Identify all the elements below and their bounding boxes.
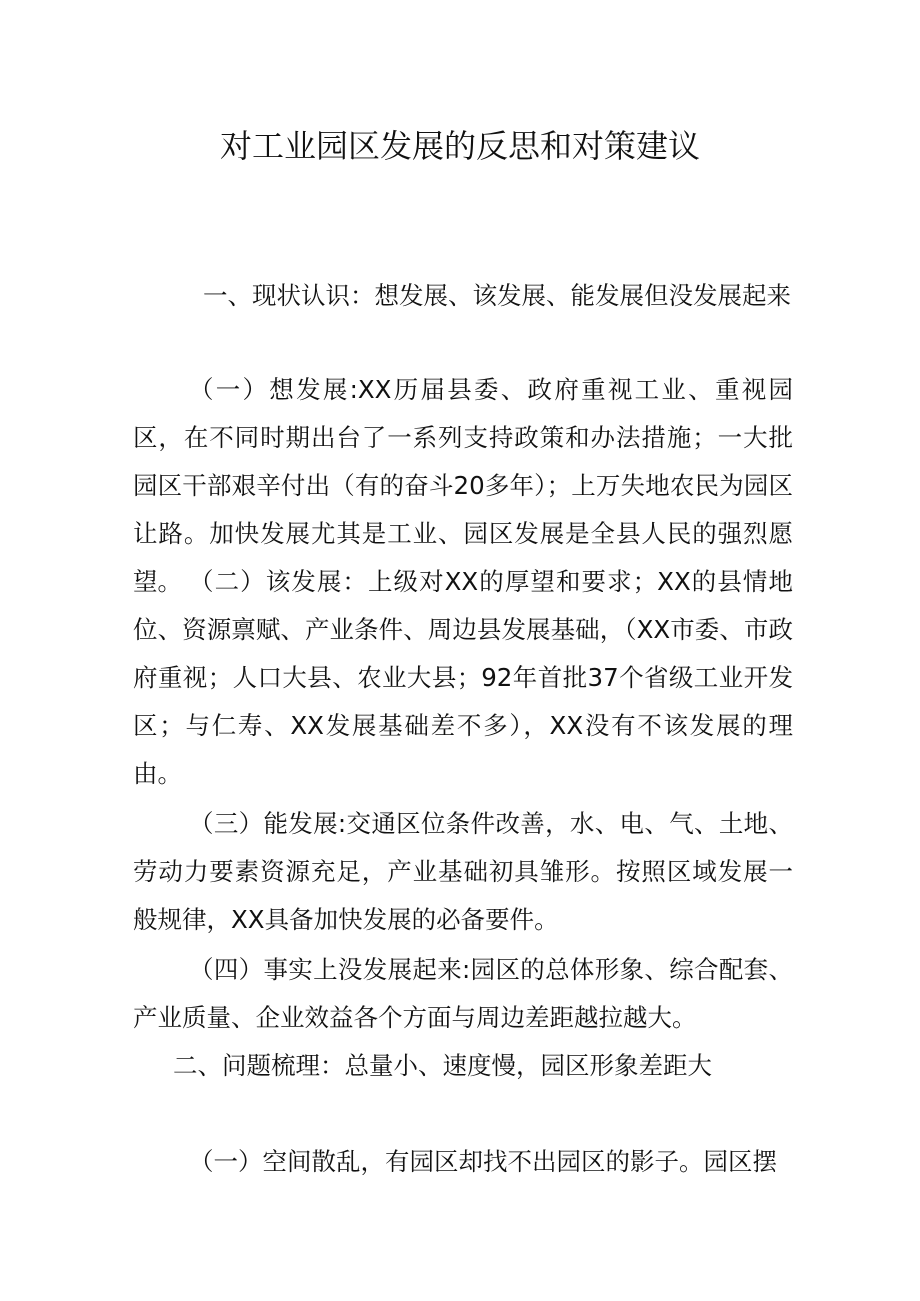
section-heading-1: 一、现状认识：想发展、该发展、能发展但没发展起来 [203,281,791,310]
paragraph-want-development: （一）想发展:XX历届县委、政府重视工业、重视园区，在不同时期出台了一系列支持政策和办法措施；一大批园区干部艰辛付出（有的奋斗20多年）；上万失地农民为园区让路。加快发展尤其是工业、园区发展是全县人民的强烈愿望。 [133,375,793,596]
paragraph-should-develop: （二）该发展：上级对XX的厚望和要求；XX的县情地位、资源禀赋、产业条件、周边县发展基础，（XX市委、市政府重视；人口大县、农业大县；92年首批37个省级工业开发区；与仁寿、XX发展基础差不多），XX没有不该发展的理由。 [133,567,793,788]
section-heading-2: 二、问题梳理：总量小、速度慢，园区形象差距大 [173,1051,712,1080]
paragraph-space-scattered: （一）空间散乱，有园区却找不出园区的影子。园区摆 [189,1147,777,1176]
paragraph-not-developed: （四）事实上没发展起来:园区的总体形象、综合配套、产业质量、企业效益各个方面与周边差距越拉越大。 [133,955,793,1032]
paragraph-can-develop: （三）能发展:交通区位条件改善，水、电、气、土地、劳动力要素资源充足，产业基础初具雏形。按照区域发展一般规律，XX具备加快发展的必备要件。 [133,809,793,934]
document-title: 对工业园区发展的反思和对策建议 [219,127,700,165]
